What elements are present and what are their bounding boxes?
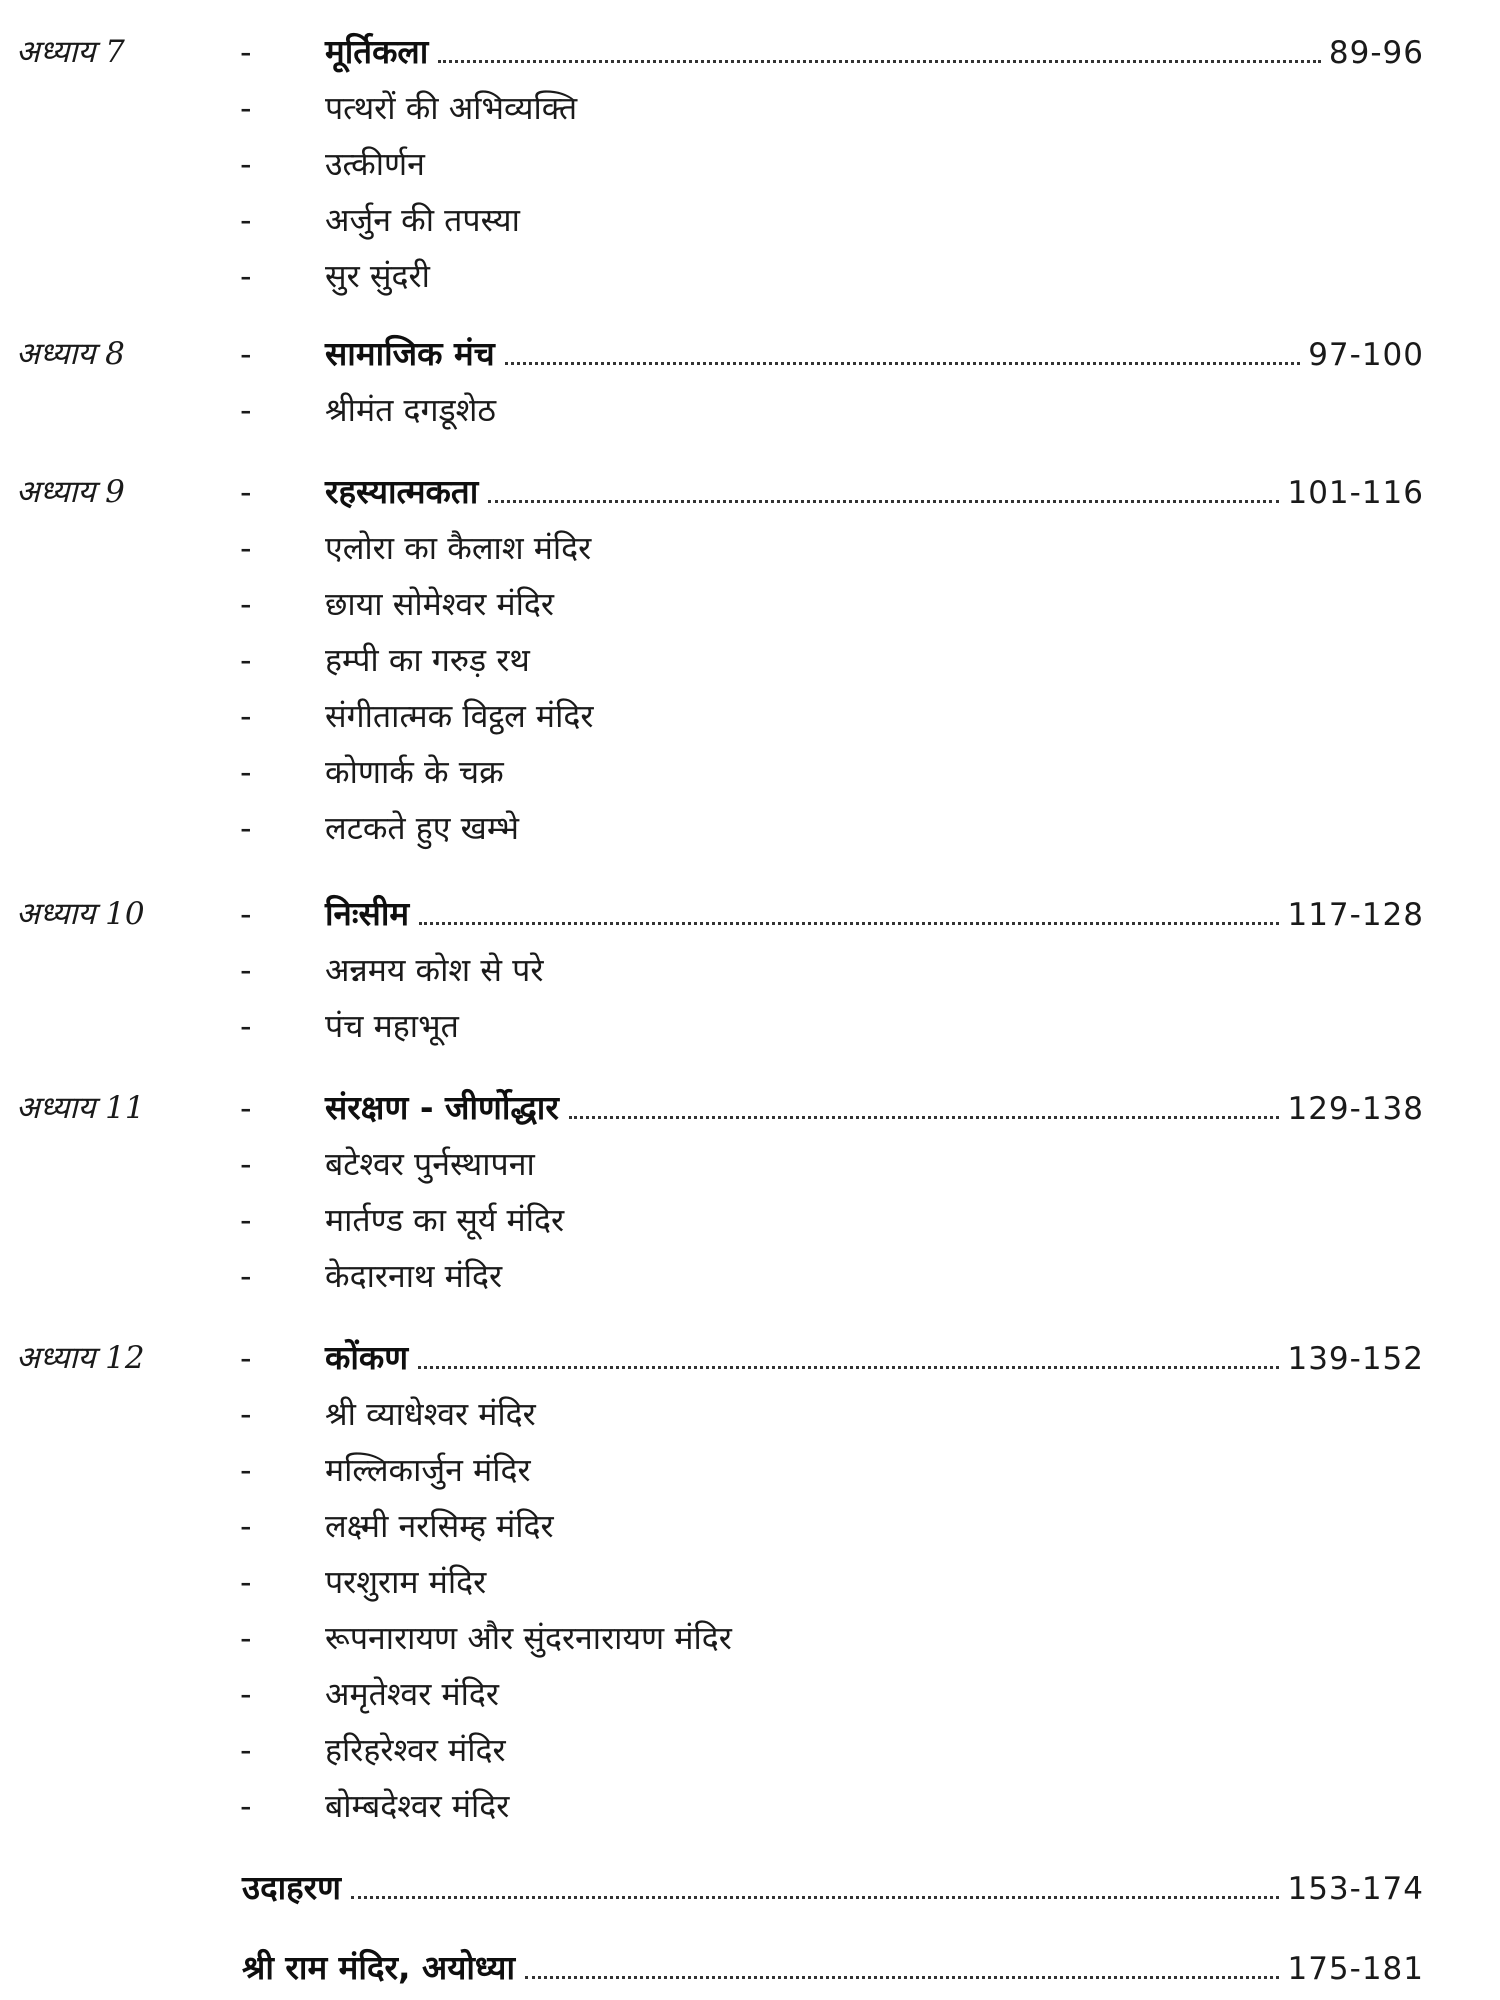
subtopic: परशुराम मंदिर: [325, 1563, 487, 1601]
dash: -: [240, 1089, 252, 1127]
extra-title: श्री राम मंदिर, अयोध्या: [242, 1948, 515, 1987]
page-range: 89-96: [1328, 35, 1424, 71]
chapter-label: अध्याय 7: [16, 34, 125, 70]
examples-entry[interactable]: [0, 1862, 1500, 1914]
page-range: 97-100: [1308, 337, 1424, 373]
subtopic-row: [0, 1668, 1500, 1720]
subtopic: मार्तण्ड का सूर्य मंदिर: [325, 1201, 565, 1239]
dot-leader: [438, 60, 1321, 63]
dash: -: [240, 145, 252, 183]
dot-leader: [419, 922, 1279, 925]
page-range: 117-128: [1287, 897, 1424, 933]
subtopic-row: [0, 1194, 1500, 1246]
chapter-title: मूर्तिकला: [325, 32, 429, 71]
dash: -: [240, 1201, 252, 1239]
dash: -: [240, 1007, 252, 1045]
chapter-heading-9[interactable]: [0, 466, 1500, 518]
subtopic-row: [0, 1724, 1500, 1776]
subtopic: पत्थरों की अभिव्यक्ति: [325, 89, 578, 127]
subtopic: पंच महाभूत: [325, 1007, 459, 1045]
dash: -: [240, 529, 252, 567]
subtopic-row: [0, 522, 1500, 574]
chapter-entry: [325, 888, 1424, 941]
subtopic: मल्लिकार्जुन मंदिर: [325, 1451, 531, 1489]
dash: -: [240, 473, 252, 511]
subtopic-row: [0, 194, 1500, 246]
subtopic: अर्जुन की तपस्या: [325, 201, 520, 239]
subtopic-row: [0, 1250, 1500, 1302]
page-range: 175-181: [1287, 1951, 1424, 1987]
chapter-heading-12[interactable]: [0, 1332, 1500, 1384]
subtopic: श्रीमंत दगडूशेठ: [325, 391, 496, 429]
chapter-entry: [325, 1082, 1424, 1135]
dash: -: [240, 391, 252, 429]
subtopic-row: [0, 578, 1500, 630]
dash: -: [240, 335, 252, 373]
subtopic-row: [0, 82, 1500, 134]
chapter-label: अध्याय 12: [16, 1340, 145, 1376]
dash: -: [240, 641, 252, 679]
subtopic: छाया सोमेश्वर मंदिर: [325, 585, 554, 623]
chapter-title: सामाजिक मंच: [325, 334, 495, 373]
chapter-label: अध्याय 11: [16, 1090, 145, 1126]
subtopic-row: [0, 944, 1500, 996]
chapter-heading-11[interactable]: [0, 1082, 1500, 1134]
subtopic-row: [0, 1500, 1500, 1552]
chapter-entry: [325, 466, 1424, 519]
subtopic: बोम्बदेश्वर मंदिर: [325, 1787, 510, 1825]
chapter-title: निःसीम: [325, 894, 410, 933]
subtopic: लटकते हुए खम्भे: [325, 809, 519, 847]
dash: -: [240, 1395, 252, 1433]
chapter-entry: [325, 26, 1424, 79]
dash: -: [240, 1145, 252, 1183]
subtopic-row: [0, 384, 1500, 436]
chapter-label: अध्याय 9: [16, 474, 125, 510]
dot-leader: [525, 1976, 1279, 1979]
dash: -: [240, 1563, 252, 1601]
dash: -: [240, 951, 252, 989]
extra-title: उदाहरण: [242, 1868, 342, 1907]
dot-leader: [418, 1366, 1279, 1369]
chapter-entry: [325, 1332, 1424, 1385]
chapter-title: संरक्षण - जीर्णोद्धार: [325, 1088, 559, 1127]
dash: -: [240, 1339, 252, 1377]
dash: -: [240, 697, 252, 735]
chapter-title: कोंकण: [325, 1338, 409, 1377]
chapter-heading-10[interactable]: [0, 888, 1500, 940]
subtopic-row: [0, 690, 1500, 742]
subtopic: उत्कीर्णन: [325, 145, 425, 183]
subtopic: एलोरा का कैलाश मंदिर: [325, 529, 592, 567]
dash: -: [240, 201, 252, 239]
dot-leader: [505, 362, 1300, 365]
subtopic: बटेश्वर पुर्नस्थापना: [325, 1145, 535, 1183]
chapter-label: अध्याय 10: [16, 896, 145, 932]
dot-leader: [351, 1896, 1279, 1899]
dash: -: [240, 1257, 252, 1295]
dash: -: [240, 585, 252, 623]
subtopic: रूपनारायण और सुंदरनारायण मंदिर: [325, 1619, 732, 1657]
dash: -: [240, 89, 252, 127]
extra-entry: [242, 1862, 1424, 1915]
dash: -: [240, 895, 252, 933]
dash: -: [240, 1787, 252, 1825]
dot-leader: [569, 1116, 1280, 1119]
page-range: 129-138: [1287, 1091, 1424, 1127]
dash: -: [240, 1619, 252, 1657]
subtopic: श्री व्याधेश्वर मंदिर: [325, 1395, 536, 1433]
chapter-entry: [325, 328, 1424, 381]
subtopic-row: [0, 1444, 1500, 1496]
dot-leader: [488, 500, 1279, 503]
subtopic: लक्ष्मी नरसिम्ह मंदिर: [325, 1507, 554, 1545]
dash: -: [240, 1451, 252, 1489]
subtopic: संगीतात्मक विट्ठल मंदिर: [325, 697, 594, 735]
dash: -: [240, 1507, 252, 1545]
subtopic: अन्नमय कोश से परे: [325, 951, 544, 989]
dash: -: [240, 1675, 252, 1713]
dash: -: [240, 1731, 252, 1769]
subtopic-row: [0, 1556, 1500, 1608]
chapter-heading-8[interactable]: [0, 328, 1500, 380]
subtopic-row: [0, 1000, 1500, 1052]
subtopic: अमृतेश्वर मंदिर: [325, 1675, 499, 1713]
subtopic-row: [0, 138, 1500, 190]
page-range: 101-116: [1287, 475, 1424, 511]
dash: -: [240, 33, 252, 71]
subtopic-row: [0, 634, 1500, 686]
chapter-title: रहस्यात्मकता: [325, 472, 479, 511]
chapter-heading-7[interactable]: [0, 26, 1500, 78]
subtopic-row: [0, 1388, 1500, 1440]
subtopic: केदारनाथ मंदिर: [325, 1257, 503, 1295]
subtopic-row: [0, 250, 1500, 302]
subtopic-row: [0, 1780, 1500, 1832]
subtopic: हरिहरेश्वर मंदिर: [325, 1731, 506, 1769]
dash: -: [240, 809, 252, 847]
subtopic-row: [0, 802, 1500, 854]
subtopic: सुर सुंदरी: [325, 257, 430, 295]
dash: -: [240, 753, 252, 791]
subtopic-row: [0, 1612, 1500, 1664]
ram-mandir-entry[interactable]: [0, 1942, 1500, 1994]
page-range: 139-152: [1287, 1341, 1424, 1377]
page-range: 153-174: [1287, 1871, 1424, 1907]
extra-entry: [242, 1942, 1424, 1995]
subtopic: हम्पी का गरुड़ रथ: [325, 641, 530, 679]
chapter-label: अध्याय 8: [16, 336, 125, 372]
subtopic-row: [0, 746, 1500, 798]
subtopic: कोणार्क के चक्र: [325, 753, 504, 791]
subtopic-row: [0, 1138, 1500, 1190]
dash: -: [240, 257, 252, 295]
